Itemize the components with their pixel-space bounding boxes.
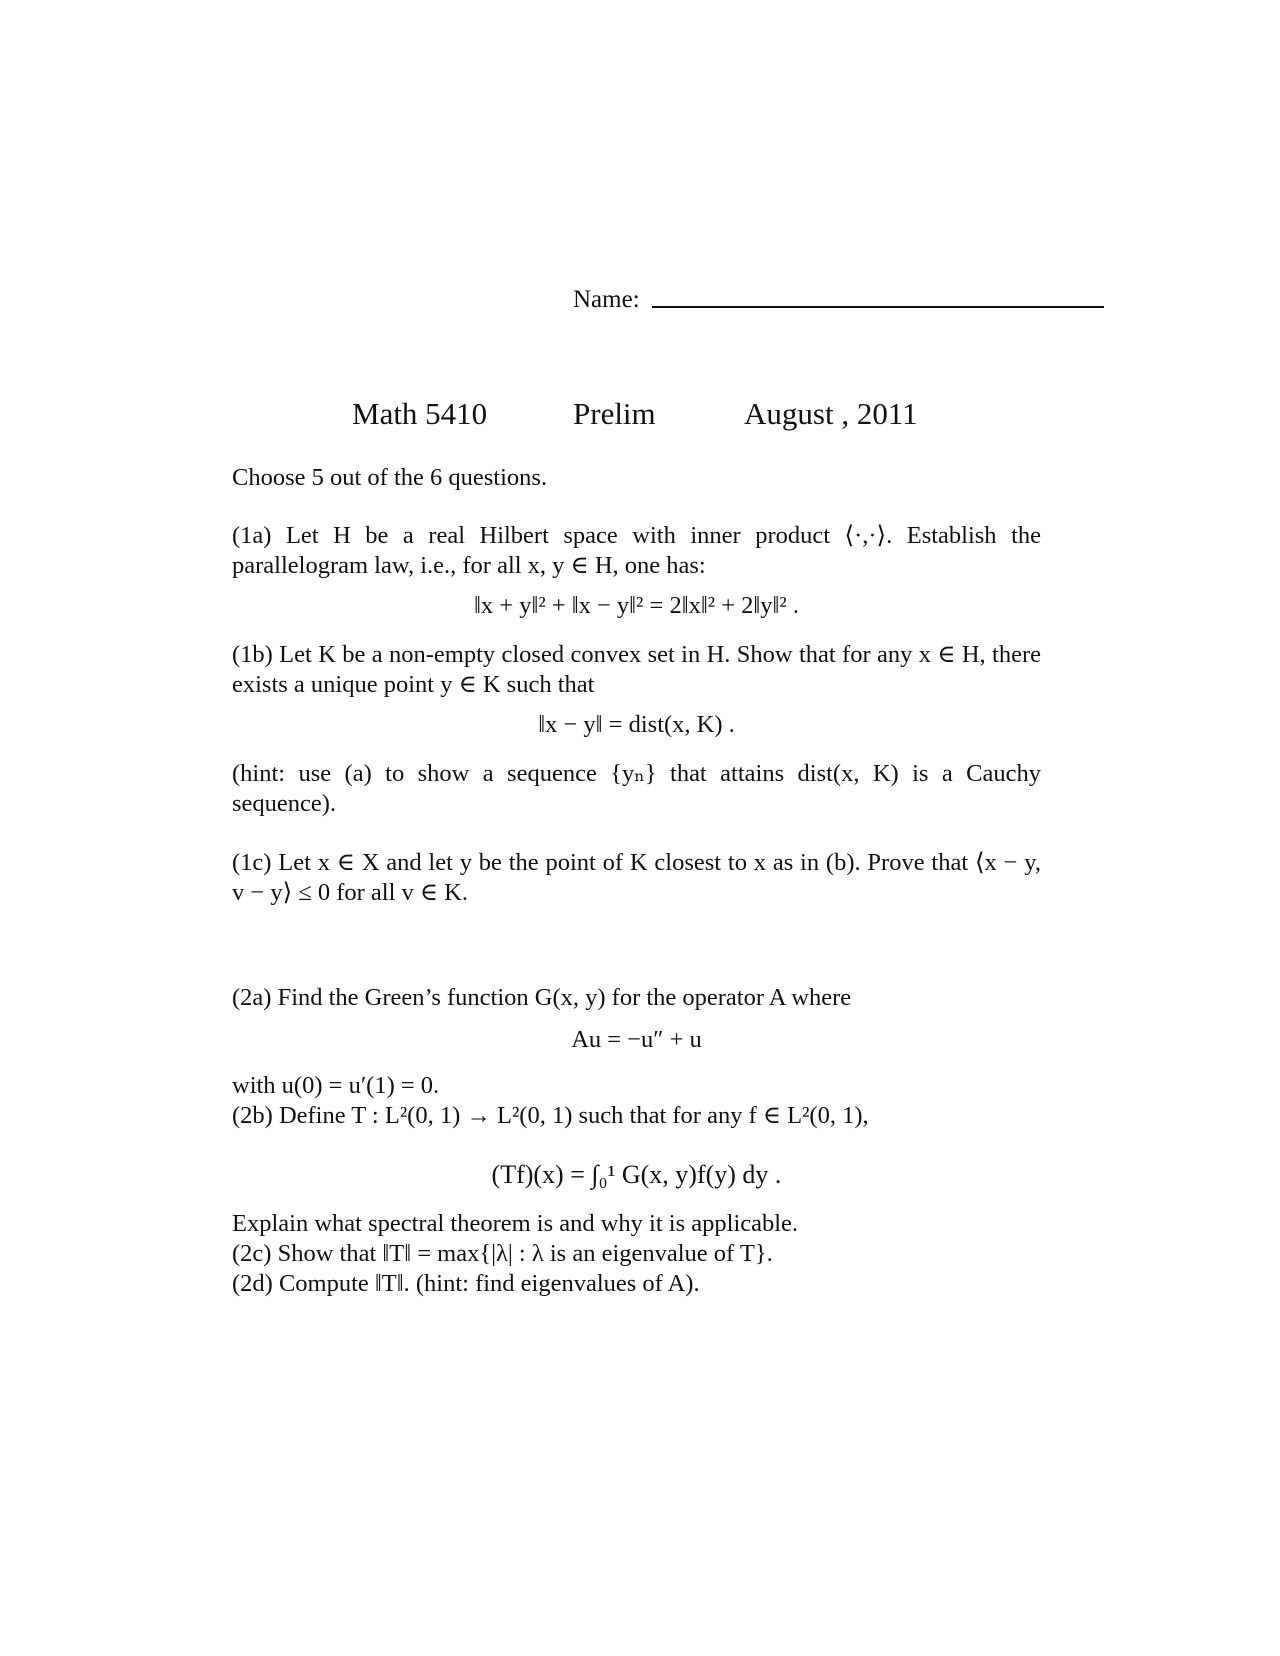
question-2b: (2b) Define T : L²(0, 1) → L²(0, 1) such that for any f ∈ L²(0, 1), [232, 1102, 869, 1129]
course-title: Math 5410 [352, 396, 488, 431]
equation-parallelogram-law: ‖x + y‖² + ‖x − y‖² = 2‖x‖² + 2‖y‖² . [474, 592, 799, 619]
boundary-conditions: with u(0) = u′(1) = 0. [232, 1072, 440, 1099]
question-1a: (1a) Let H be a real Hilbert space with inner product ⟨·,·⟩. Establish the parallelogram law, i.e., for all x, y ∈ H, one has: [232, 522, 1041, 579]
question-1b: (1b) Let K be a non-empty closed convex set in H. Show that for any x ∈ H, there exists a unique point y ∈ K such that [232, 641, 1041, 698]
question-2c: (2c) Show that ‖T‖ = max{|λ| : λ is an eigenvalue of T}. [232, 1240, 773, 1267]
instructions: Choose 5 out of the 6 questions. [232, 464, 548, 491]
question-2a: (2a) Find the Green’s function G(x, y) for the operator A where [232, 984, 852, 1011]
question-1c: (1c) Let x ∈ X and let y be the point of K closest to x as in (b). Prove that ⟨x − y, v − y⟩ ≤ 0 for all v ∈ K. [232, 849, 1041, 906]
equation-integral-operator: (Tf)(x) = ∫₀¹ G(x, y)f(y) dy . [491, 1160, 782, 1189]
exam-date: August , 2011 [744, 396, 918, 431]
equation-distance: ‖x − y‖ = dist(x, K) . [538, 711, 735, 738]
question-2d: (2d) Compute ‖T‖. (hint: find eigenvalues of A). [232, 1270, 700, 1297]
spectral-theorem-prompt: Explain what spectral theorem is and why it is applicable. [232, 1210, 799, 1237]
name-underline [652, 306, 1104, 308]
equation-operator: Au = −u″ + u [571, 1026, 702, 1053]
exam-type: Prelim [573, 396, 656, 431]
name-label: Name: [573, 286, 640, 313]
hint-1b: (hint: use (a) to show a sequence {yₙ} that attains dist(x, K) is a Cauchy sequence). [232, 760, 1041, 817]
